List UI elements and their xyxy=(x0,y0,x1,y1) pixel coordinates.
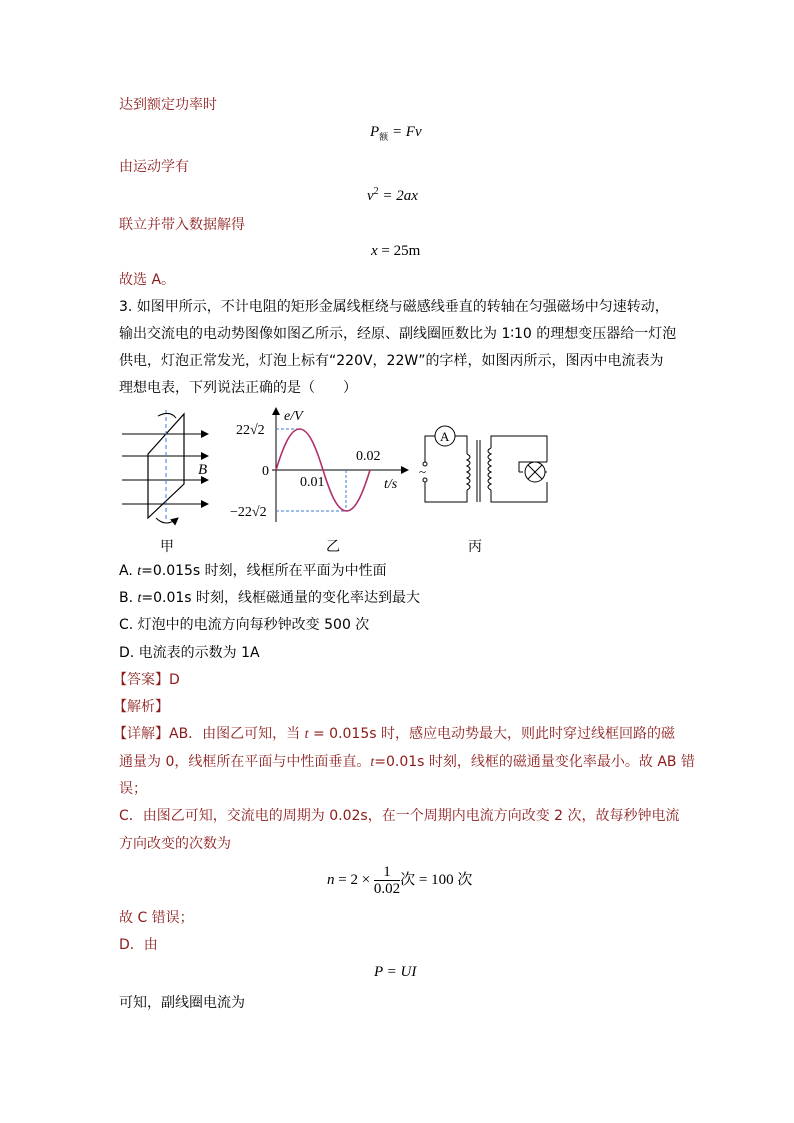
detail-line: 误； xyxy=(119,781,147,797)
ammeter-label: A xyxy=(440,429,450,444)
detail-line: D．由 xyxy=(119,937,158,953)
equation-kinematics: $v^2 = 2ax$ xyxy=(367,186,418,204)
caption-yi: 乙 xyxy=(326,539,340,555)
tick-label: 0.02 xyxy=(356,449,381,464)
detail-line: C．由图乙可知，交流电的周期为 0.02s，在一个周期内电流方向改变 2 次，故每秒钟电流 xyxy=(119,808,680,824)
figure-bing-circuit xyxy=(415,418,555,518)
option-b: B. t=0.01s 时刻，线框磁通量的变化率达到最大 xyxy=(119,590,421,606)
question-line: 3. 如图甲所示，不计电阻的矩形金属线框绕与磁感线垂直的转轴在匀强磁场中匀速转动， xyxy=(119,299,669,315)
equation-count: n = 2 × $\frac{1}{0.02}$ 次 = 100 次 xyxy=(327,864,473,897)
caption-bing: 丙 xyxy=(468,539,482,555)
figure-jia xyxy=(118,410,218,530)
text-line: 故选 A。 xyxy=(119,272,176,288)
equation-power-ui: P = UI xyxy=(374,964,417,980)
option-c: C. 灯泡中的电流方向每秒钟改变 500 次 xyxy=(119,617,370,633)
primary-coil xyxy=(467,454,470,490)
y-min-label: −22√2 xyxy=(230,505,267,520)
text-line: 联立并带入数据解得 xyxy=(119,217,245,233)
tick-label: 0.01 xyxy=(300,475,325,490)
rotation-arrow-bottom xyxy=(156,518,178,523)
x-axis-label: t/s xyxy=(384,477,398,492)
y-max-label: 22√2 xyxy=(236,423,265,438)
wire xyxy=(491,482,547,502)
equation-result: x = 25m xyxy=(371,243,421,259)
detail-line: 方向改变的次数为 xyxy=(119,836,231,852)
wire xyxy=(455,436,467,454)
y-axis-label: e/V xyxy=(284,409,303,424)
field-label: B xyxy=(198,462,208,478)
detail-line: 通量为 0，线框所在平面与中性面垂直。t=0.01s 时刻，线框的磁通量变化率最小。故 AB 错 xyxy=(119,754,695,770)
question-line: 输出交流电的电动势图像如图乙所示，经原、副线圈匝数比为 1∶10 的理想变压器给一灯泡 xyxy=(119,326,677,342)
origin-label: 0 xyxy=(262,464,269,479)
detail-line: 【详解】AB．由图乙可知，当 t = 0.015s 时，感应电动势最大，则此时穿过线框回路的磁 xyxy=(113,726,675,742)
question-line: 供电，灯泡正常发光，灯泡上标有“220V，22W”的字样，如图丙所示，图丙中电流表为 xyxy=(119,353,664,369)
rotation-arrow-top xyxy=(158,413,176,418)
equation-power: $P_额 = Fv$ xyxy=(370,124,422,142)
figure-yi-graph xyxy=(228,404,418,526)
wire xyxy=(425,436,435,464)
ac-source-symbol: ~ xyxy=(419,464,427,479)
option-d: D. 电流表的示数为 1A xyxy=(119,645,260,661)
text-line: 达到额定功率时 xyxy=(119,97,217,113)
caption-jia: 甲 xyxy=(160,539,174,555)
wire xyxy=(491,436,547,462)
option-a: A. t=0.015s 时刻，线框所在平面为中性面 xyxy=(119,563,387,579)
text-line: 由运动学有 xyxy=(119,159,189,175)
analysis-label: 【解析】 xyxy=(113,699,169,715)
answer-label: 【答案】D xyxy=(113,672,180,688)
question-line: 理想电表，下列说法正确的是（ ） xyxy=(119,380,357,396)
detail-line: 可知，副线圈电流为 xyxy=(119,995,245,1011)
secondary-coil xyxy=(488,448,491,490)
detail-line: 故 C 错误； xyxy=(119,910,194,926)
wire xyxy=(425,480,467,502)
